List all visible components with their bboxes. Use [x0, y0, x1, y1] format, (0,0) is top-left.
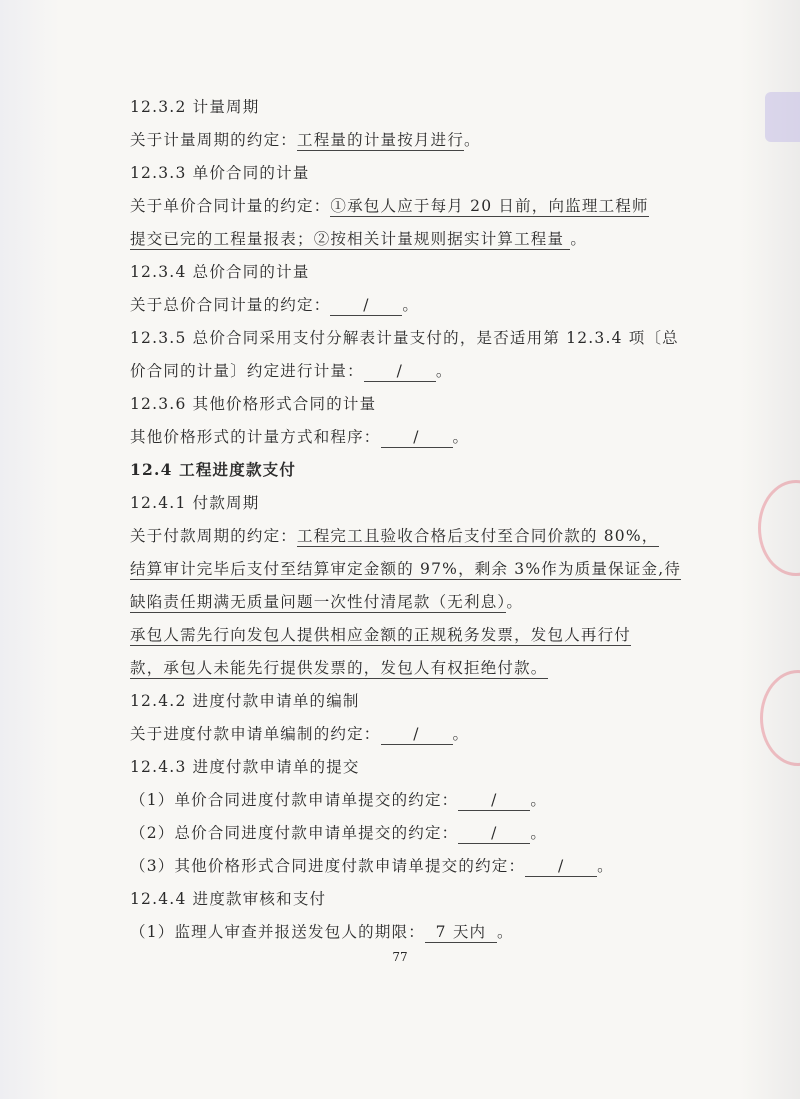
fill-in-value: / [381, 724, 453, 745]
line-text: 。 [464, 131, 481, 149]
line-text: 。 [435, 362, 453, 380]
fill-in-value: / [381, 427, 453, 448]
fill-in-value: / [458, 823, 530, 844]
line-text: 关于总价合同计量的约定： [130, 296, 331, 314]
underlined-clause: 缺陷责任期满无质量问题一次性付清尾款（无利息） [130, 593, 507, 611]
line-text: 。 [597, 857, 614, 875]
document-line [130, 97, 259, 117]
line-text: 关于计量周期的约定： [130, 131, 298, 149]
page-tab-marker [765, 92, 800, 142]
line-text: 12.4.3 进度付款申请单的提交 [130, 758, 360, 776]
document-line [130, 229, 587, 249]
document-line [130, 427, 469, 448]
line-text: （1）监理人审查并报送发包人的期限： [130, 923, 425, 941]
page-number: 77 [392, 950, 408, 964]
line-text: 12.3.2 计量周期 [130, 98, 260, 116]
fill-in-value: / [364, 361, 436, 382]
document-line [130, 724, 469, 745]
line-text: 。 [402, 296, 420, 314]
line-text: （2）总价合同进度付款申请单提交的约定： [130, 824, 459, 842]
document-line [130, 889, 326, 909]
line-text: 。 [570, 230, 588, 248]
line-text: 12.4.2 进度付款申请单的编制 [130, 692, 360, 710]
document-line [130, 922, 514, 943]
underlined-clause: ①承包人应于每月 20 日前，向监理工程师 [330, 197, 649, 215]
document-line [130, 460, 296, 480]
line-text: 其他价格形式的计量方式和程序： [130, 428, 381, 446]
underlined-clause: 工程量的计量按月进行 [297, 131, 465, 149]
line-text: 。 [452, 725, 470, 743]
document-line [130, 625, 631, 645]
document-line [130, 559, 681, 579]
line-text: 。 [506, 593, 524, 611]
document-line [130, 526, 659, 546]
document-line [130, 658, 548, 678]
underlined-clause: 款，承包人未能先行提供发票的，发包人有权拒绝付款。 [130, 659, 548, 677]
line-text: 12.4.4 进度款审核和支付 [130, 890, 327, 908]
underlined-clause: 提交已完的工程量报表；②按相关计量规则据实计算工程量 [130, 230, 571, 248]
underlined-clause: 承包人需先行向发包人提供相应金额的正规税务发票，发包人再行付 [130, 626, 632, 644]
document-line [130, 328, 679, 348]
fill-in-value: / [330, 295, 402, 316]
document-line [130, 823, 547, 844]
document-line [130, 361, 453, 382]
document-line [130, 493, 259, 513]
line-text: 12.3.5 总价合同采用支付分解表计量支付的，是否适用第 12.3.4 项〔总 [130, 329, 679, 347]
document-line [130, 790, 547, 811]
line-text: 。 [530, 824, 548, 842]
document-line [130, 163, 310, 183]
document-line [130, 757, 360, 777]
line-text: 价合同的计量〕约定进行计量： [130, 362, 364, 380]
line-text: 关于单价合同计量的约定： [130, 197, 331, 215]
document-line [130, 856, 614, 877]
document-line [130, 592, 523, 612]
line-text: 12.3.4 总价合同的计量 [130, 263, 310, 281]
line-text: 12.3.6 其他价格形式合同的计量 [130, 395, 377, 413]
line-text: 。 [496, 923, 514, 941]
underlined-clause: 工程完工且验收合格后支付至合同价款的 80%， [297, 527, 659, 545]
line-text: 。 [452, 428, 470, 446]
line-text: 关于进度付款申请单编制的约定： [130, 725, 381, 743]
document-line [130, 196, 649, 216]
document-line [130, 262, 310, 282]
line-text: 12.3.3 单价合同的计量 [130, 164, 310, 182]
underlined-clause: 结算审计完毕后支付至结算审定金额的 97%，剩余 3%作为质量保证金,待 [130, 560, 682, 578]
line-text: （1）单价合同进度付款申请单提交的约定： [130, 791, 459, 809]
fill-in-value: / [525, 856, 597, 877]
line-text: 12.4 工程进度款支付 [130, 460, 297, 479]
document-line [130, 394, 376, 414]
fill-in-value: 7 天内 [425, 922, 497, 943]
document-line [130, 130, 481, 150]
line-text: 。 [530, 791, 548, 809]
line-text: 12.4.1 付款周期 [130, 494, 260, 512]
line-text: （3）其他价格形式合同进度付款申请单提交的约定： [130, 857, 526, 875]
fill-in-value: / [458, 790, 530, 811]
document-line [130, 691, 360, 711]
line-text: 关于付款周期的约定： [130, 527, 298, 545]
document-line [130, 295, 419, 316]
